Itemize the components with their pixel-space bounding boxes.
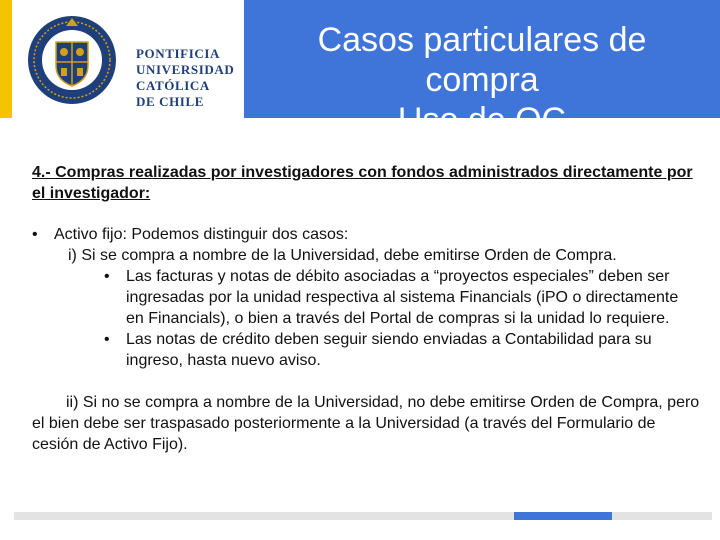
university-name-line: PONTIFICIA (136, 46, 221, 61)
university-seal-icon (26, 14, 118, 106)
slide-title-banner (244, 0, 720, 139)
bullet-item (32, 224, 700, 245)
sub-bullet-item (32, 266, 700, 329)
university-name-line: UNIVERSIDAD (136, 62, 235, 77)
slide-title-line: compra (425, 61, 539, 99)
university-logo (12, 0, 244, 118)
university-name-line: CATÓLICA (136, 78, 210, 93)
slide-title (244, 20, 720, 140)
bullet-icon: • (104, 268, 110, 285)
slide-body (32, 162, 700, 471)
case-i-text: i) Si se compra a nombre de la Universidad, debe emitirse Orden de Compra. (68, 247, 617, 264)
sub-bullet-text: Las notas de crédito deben seguir siendo enviadas a Contabilidad para su ingreso, hasta nuevo aviso. (126, 331, 652, 369)
slide-title-line: Casos particulares de (317, 21, 647, 59)
sub-bullet-text: Las facturas y notas de débito asociadas a “proyectos especiales” deben ser ingresadas por la unidad respectiva al sistema Financials (iPO o directamente en Financials), o bien a través del Portal de compras si la unidad lo requiere. (126, 268, 679, 327)
section-heading: 4.- Compras realizadas por investigadores con fondos administrados directamente por el investigador: (32, 164, 693, 202)
accent-strip (0, 0, 12, 118)
slide-title-line: Uso de OC (397, 101, 567, 139)
bullet-icon: • (32, 226, 38, 243)
university-name-line: DE CHILE (136, 94, 205, 109)
footer-accent (514, 512, 612, 520)
bullet-icon: • (104, 331, 110, 348)
case-ii-text: ii) Si no se compra a nombre de la Universidad, no debe emitirse Orden de Compra, pero el bien debe ser traspasado posteriormente a la Universidad (a través del Formulario de cesión de Activo Fijo). (32, 394, 700, 453)
bullet-label: Activo fijo: Podemos distinguir dos casos: (54, 226, 349, 243)
university-name (136, 46, 234, 110)
sub-bullet-item (32, 329, 700, 371)
